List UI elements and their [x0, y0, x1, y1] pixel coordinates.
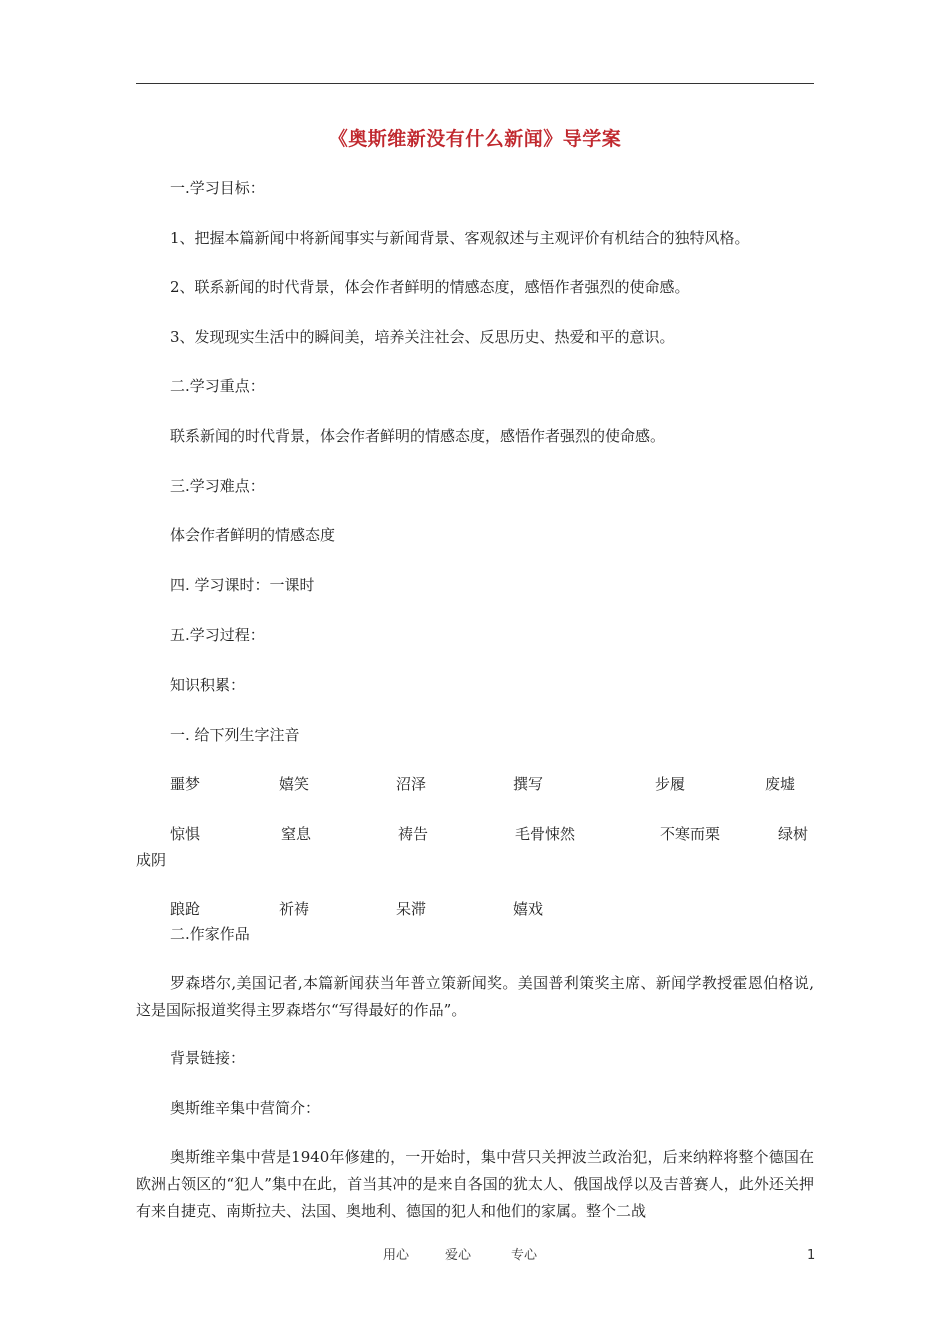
vocab-word: 窒息	[281, 825, 312, 843]
vocab-word: 撰写	[513, 775, 544, 793]
vocab-word-wrap: 成阴	[136, 851, 167, 869]
vocab-word: 祷告	[398, 825, 429, 843]
vocab-word: 呆滞	[396, 900, 427, 918]
vocab-word: 沼泽	[396, 775, 427, 793]
document-title: 《奥斯维新没有什么新闻》导学案	[328, 128, 622, 150]
footer-motto-3: 专心	[511, 1248, 538, 1263]
focus-heading: 二.学习重点：	[170, 377, 265, 395]
page-number: 1	[807, 1248, 816, 1263]
focus-text: 联系新闻的时代背景，体会作者鲜明的情感态度，感悟作者强烈的使命感。	[170, 427, 666, 445]
vocab-word: 绿树	[778, 825, 809, 843]
header-rule	[136, 83, 814, 84]
vocab-word: 废墟	[765, 775, 796, 793]
pinyin-heading: 一. 给下列生字注音	[170, 726, 300, 744]
vocab-word: 惊惧	[170, 825, 201, 843]
camp-paragraph: 奥斯维辛集中营是1940年修建的，一开始时，集中营只关押波兰政治犯，后来纳粹将整个德国在欧洲占领区的“犯人”集中在此，首当其冲的是来自各国的犹太人、俄国战俘以及吉普赛人，此外还关押有来自捷克、南斯拉夫、法国、奥地利、德国的犯人和他们的家属。整个二战	[136, 1148, 814, 1220]
goals-heading: 一.学习目标：	[170, 179, 265, 197]
vocab-word: 不寒而栗	[660, 825, 721, 843]
difficulty-heading: 三.学习难点：	[170, 477, 265, 495]
process-heading: 五.学习过程：	[170, 626, 265, 644]
vocab-word: 步履	[655, 775, 686, 793]
vocab-word: 毛骨悚然	[515, 825, 576, 843]
vocab-word: 踉跄	[170, 900, 201, 918]
goal-3: 3、发现现实生活中的瞬间美，培养关注社会、反思历史、热爱和平的意识。	[170, 328, 675, 346]
goal-1: 1、把握本篇新闻中将新闻事实与新闻背景、客观叙述与主观评价有机结合的独特风格。	[170, 229, 750, 247]
vocab-word: 嬉笑	[279, 775, 310, 793]
vocab-word: 祈祷	[279, 900, 310, 918]
footer-motto-1: 用心	[383, 1248, 410, 1263]
footer-motto-2: 爱心	[445, 1248, 472, 1263]
vocab-word: 嬉戏	[513, 900, 544, 918]
vocab-word: 噩梦	[170, 775, 201, 793]
author-heading: 二.作家作品	[170, 925, 250, 943]
author-paragraph: 罗森塔尔,美国记者,本篇新闻获当年普立策新闻奖。美国普利策奖主席、新闻学教授霍恩伯格说,这是国际报道奖得主罗森塔尔“写得最好的作品”。	[136, 974, 814, 1019]
goal-2: 2、联系新闻的时代背景，体会作者鲜明的情感态度，感悟作者强烈的使命感。	[170, 278, 690, 296]
background-heading: 背景链接：	[170, 1049, 246, 1067]
knowledge-heading: 知识积累：	[170, 676, 246, 694]
hours-line: 四. 学习课时：一课时	[170, 576, 315, 594]
difficulty-text: 体会作者鲜明的情感态度	[170, 526, 336, 544]
camp-heading: 奥斯维辛集中营简介：	[170, 1099, 321, 1117]
